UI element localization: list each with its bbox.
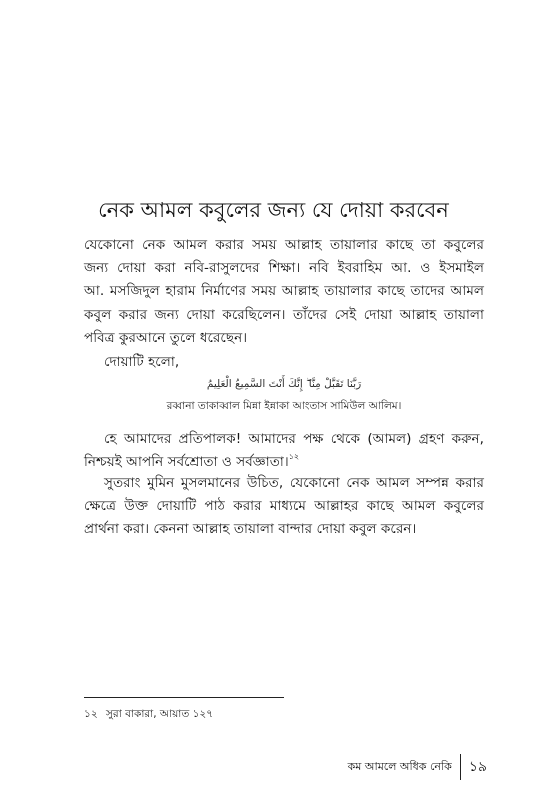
- paragraph-conclusion: [84, 472, 484, 542]
- translation-line-text: নিশ্চয়ই আপনি সর্বশ্রোতা ও সর্বজ্ঞাতা।: [84, 454, 289, 471]
- translation-line: হে আমাদের প্রতিপালক! আমাদের পক্ষ থেকে (আমল) গ্রহণ করুন,: [104, 431, 484, 447]
- page-number: ১৯: [468, 759, 487, 775]
- page-title: নেক আমল কবুলের জন্য যে দোয়া করবেন: [98, 198, 449, 222]
- paragraph-line: জন্য দোয়া করা নবি-রাসুলদের শিক্ষা। নবি ইবরাহিম আ. ও ইসমাইল: [84, 260, 484, 277]
- footnote: [84, 706, 213, 722]
- paragraph-line: যেকোনো নেক আমল করার সময় আল্লাহ তায়ালার কাছে তা কবুলের: [84, 237, 484, 253]
- footnote-text: সুরা বাকারা, আয়াত ১২৭: [106, 708, 214, 720]
- paragraph-line: সুতরাং মুমিন মুসলমানের উচিত, যেকোনো নেক আমল সম্পন্ন করার: [104, 475, 484, 491]
- footnote-reference[interactable]: ১২: [288, 451, 300, 461]
- paragraph-intro: [84, 234, 484, 350]
- paragraph-line: আ. মসজিদুল হারাম নির্মাণের সময় আল্লাহ তায়ালার কাছে তাদের আমল: [84, 283, 484, 300]
- paragraph-line: প্রার্থনা করা। কেননা আল্লাহ তায়ালা বান্দার দোয়া কবুল করেন।: [84, 521, 417, 538]
- footnote-divider: [84, 697, 284, 698]
- dua-intro: [84, 351, 484, 374]
- dua-intro-text: দোয়াটি হলো,: [104, 354, 180, 370]
- running-footer-title: কম আমলে অধিক নেকি: [347, 759, 452, 773]
- footnote-number: ১২: [84, 708, 98, 720]
- page-footer: [348, 752, 487, 782]
- paragraph-line: কবুল করার জন্য দোয়া করেছিলেন। তাঁদের সেই দোয়া আল্লাহ তায়ালা: [84, 306, 484, 323]
- dua-translation: [84, 428, 484, 474]
- dua-transliteration: রব্বানা তাকাব্বাল মিন্না ইন্নাকা আংতাস সামিউল আলিম।: [166, 400, 402, 412]
- paragraph-line: পবিত্র কুরআনে তুলে ধরেছেন।: [84, 329, 248, 346]
- arabic-dua: رَبَّنَا تَقَبَّلْ مِنَّا ۖ إِنَّكَ أَنْتَ السَّمِيعُ الْعَلِيمُ: [206, 378, 362, 390]
- footer-divider: [460, 754, 461, 780]
- paragraph-line: ক্ষেত্রে উক্ত দোয়াটি পাঠ করার মাধ্যমে আল্লাহর কাছে আমল কবুলের: [84, 498, 484, 515]
- translation-line-2: [84, 451, 484, 474]
